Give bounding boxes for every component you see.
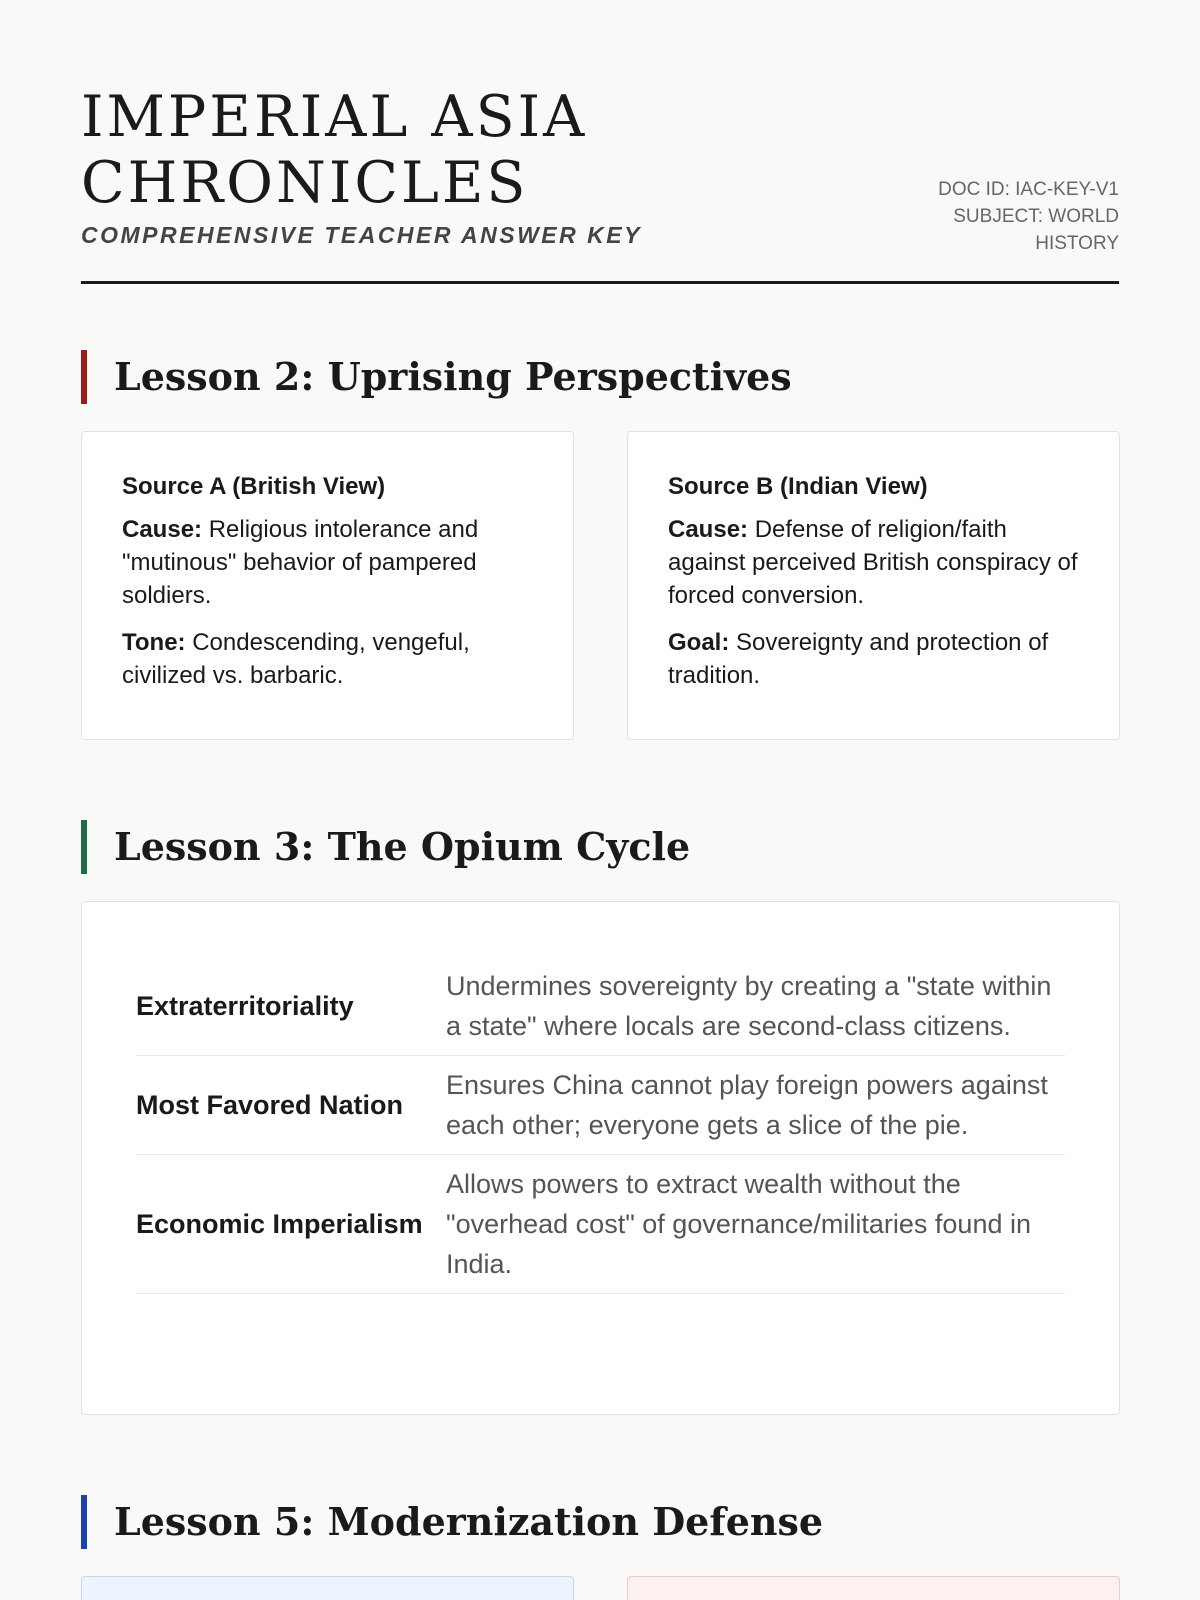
definition-cell: Allows powers to extract wealth without the "overhead cost" of governance/militaries found in India.	[446, 1155, 1065, 1294]
doc-id: DOC ID: IAC-KEY-V1	[938, 179, 1119, 200]
lesson-5-title	[81, 1495, 823, 1549]
definition-cell: Undermines sovereignty by creating a "state within a state" where locals are second-class citizens.	[446, 957, 1065, 1056]
lesson-5-left-card	[81, 1576, 574, 1600]
lesson-2-accent-bar	[81, 350, 87, 404]
document-title: IMPERIAL ASIA CHRONICLES	[81, 84, 588, 216]
doc-subject: SUBJECT: WORLD HISTORY	[953, 206, 1119, 254]
source-a-tone-text: Condescending, vengeful, civilized vs. barbaric.	[122, 629, 470, 689]
lesson-3-accent-bar	[81, 820, 87, 874]
table-row	[136, 1155, 1065, 1294]
source-b-goal-label: Goal:	[668, 629, 730, 656]
source-b-goal	[668, 626, 1079, 692]
lesson-5-right-card	[627, 1576, 1120, 1600]
term-cell: Most Favored Nation	[136, 1056, 446, 1155]
source-a-tone	[122, 626, 533, 692]
source-b-heading: Source B (Indian View)	[668, 473, 928, 500]
document-header	[81, 84, 1119, 284]
lesson-3-title	[81, 820, 690, 874]
source-b-cause	[668, 513, 1079, 612]
term-cell: Extraterritoriality	[136, 957, 446, 1056]
table-row	[136, 957, 1065, 1056]
lesson-3-title-text: Lesson 3: The Opium Cycle	[114, 824, 691, 869]
source-a-card	[81, 431, 574, 740]
source-b-card	[627, 431, 1120, 740]
source-a-heading: Source A (British View)	[122, 473, 386, 500]
source-b-goal-text: Sovereignty and protection of tradition.	[668, 629, 1049, 689]
definition-cell: Ensures China cannot play foreign powers against each other; everyone gets a slice of the pie.	[446, 1056, 1065, 1155]
lesson-2-title-text: Lesson 2: Uprising Perspectives	[114, 354, 792, 399]
table-row	[136, 1056, 1065, 1155]
source-b-cause-label: Cause:	[668, 516, 749, 543]
opium-terms-table	[136, 957, 1065, 1294]
source-a-cause-label: Cause:	[122, 516, 203, 543]
lesson-2-title	[81, 350, 792, 404]
source-a-cause-text: Religious intolerance and "mutinous" behavior of pampered soldiers.	[122, 516, 479, 609]
source-a-tone-label: Tone:	[122, 629, 186, 656]
term-cell: Economic Imperialism	[136, 1155, 446, 1294]
source-a-cause	[122, 513, 533, 612]
lesson-5-title-text: Lesson 5: Modernization Defense	[114, 1499, 824, 1544]
document-subtitle: COMPREHENSIVE TEACHER ANSWER KEY	[81, 222, 642, 248]
document-meta	[919, 176, 1119, 257]
source-b-cause-text: Defense of religion/faith against perceived British conspiracy of forced conversion.	[668, 516, 1078, 609]
lesson-5-accent-bar	[81, 1495, 87, 1549]
opium-terms-card	[81, 901, 1120, 1415]
